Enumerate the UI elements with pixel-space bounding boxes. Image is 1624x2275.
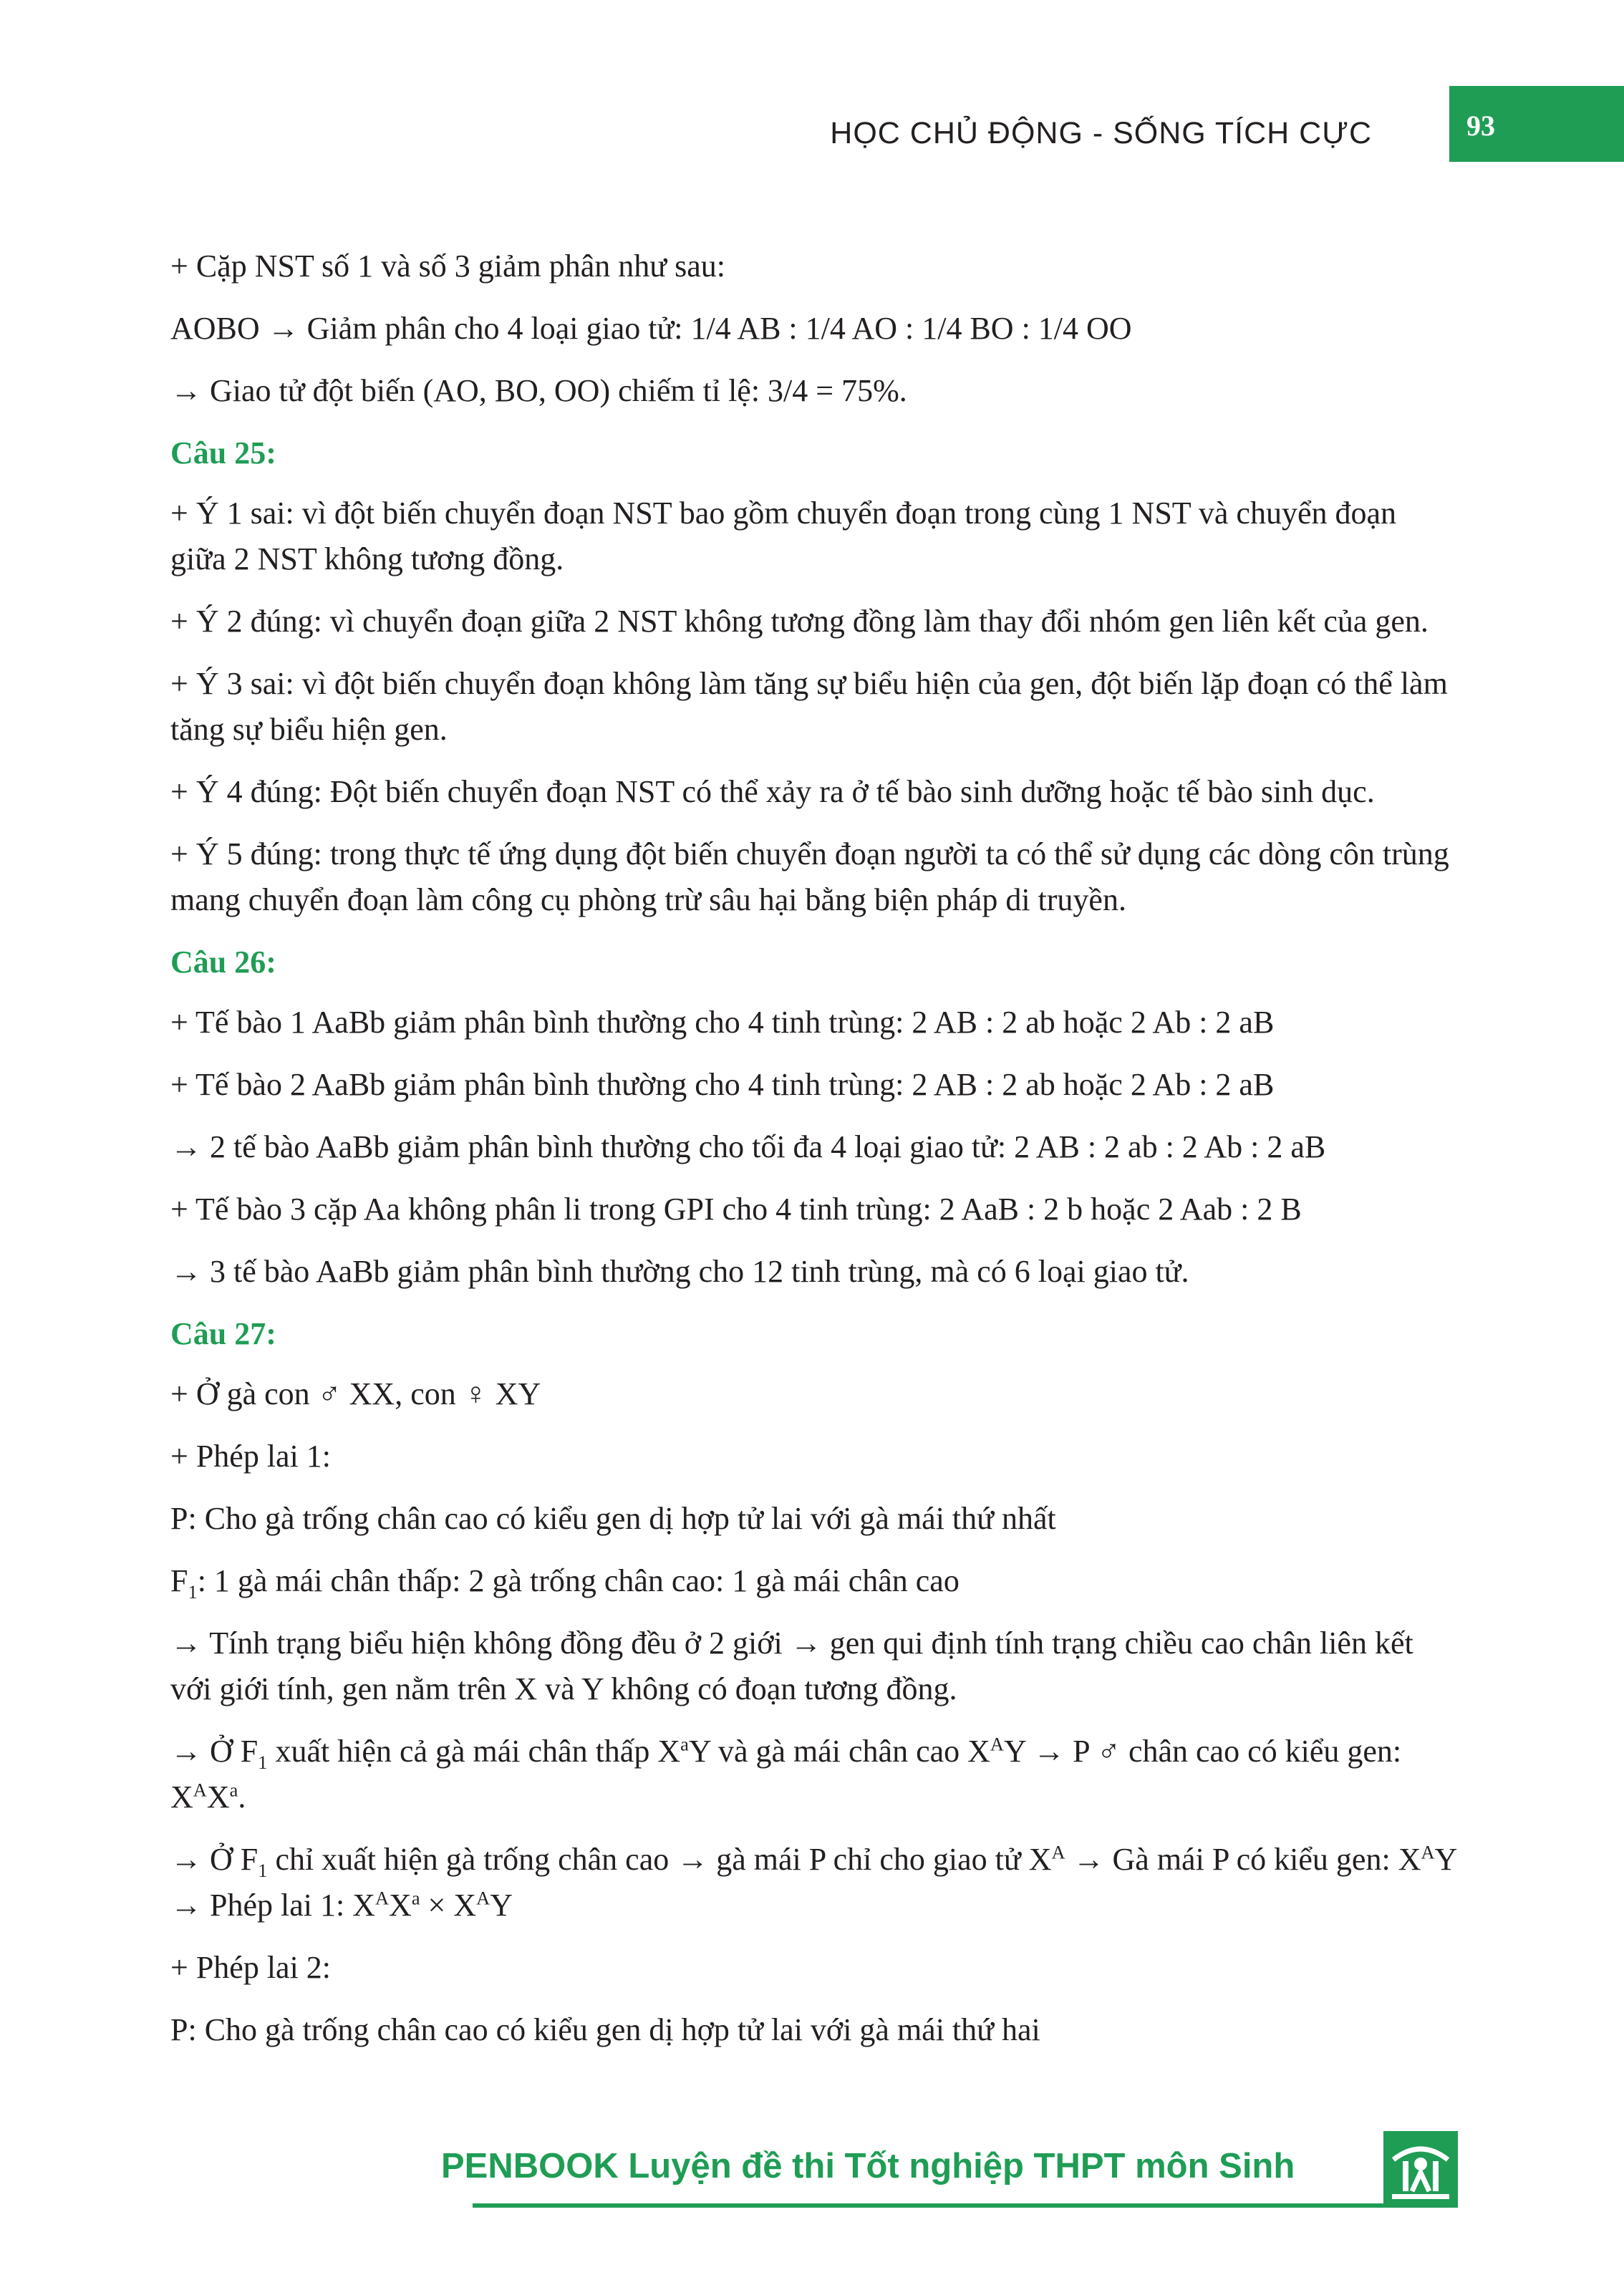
text-line: + Ý 2 đúng: vì chuyển đoạn giữa 2 NST không tương đồng làm thay đổi nhóm gen liên kết của gen. (170, 604, 1429, 639)
subscript: 1 (258, 1859, 268, 1881)
text-run: → Ở F (170, 1734, 258, 1769)
text-run: Y → Phép lai 1: X (170, 1842, 1456, 1923)
text-line: + Tế bào 1 AaBb giảm phân bình thường cho 4 tinh trùng: 2 AB : 2 ab hoặc 2 Ab : 2 aB (170, 1005, 1275, 1040)
superscript: A (1051, 1841, 1065, 1863)
text-line: + Ý 1 sai: vì đột biến chuyển đoạn NST bao gồm chuyển đoạn trong cùng 1 NST và chuyển đoạn giữa 2 NST không tương đồng. (170, 496, 1397, 576)
text-line: → 3 tế bào AaBb giảm phân bình thường cho 12 tinh trùng, mà có 6 loại giao tử. (170, 1254, 1189, 1289)
footer-title: PENBOOK Luyện đề thi Tốt nghiệp THPT môn Sinh (441, 2147, 1295, 2185)
text-line: → Tính trạng biểu hiện không đồng đều ở 2 giới → gen qui định tính trạng chiều cao chân liên kết với giới tính, gen nằm trên X và Y không có đoạn tương đồng. (170, 1626, 1413, 1706)
question-heading: Câu 26: (170, 945, 276, 980)
text-run: X (389, 1888, 412, 1923)
superscript: A (990, 1733, 1004, 1755)
superscript: a (411, 1887, 420, 1909)
question-heading: Câu 25: (170, 435, 276, 470)
text-run: . (238, 1779, 246, 1815)
text-run: → Ở F (170, 1842, 258, 1877)
running-header: HỌC CHỦ ĐỘNG - SỐNG TÍCH CỰC (830, 116, 1372, 150)
text-line: P: Cho gà trống chân cao có kiểu gen dị hợp tử lai với gà mái thứ hai (170, 2012, 1040, 2047)
text-run: × X (420, 1888, 477, 1923)
text-run: Y → P ♂ chân cao có kiểu gen: X (170, 1734, 1402, 1815)
text-line: + Ý 4 đúng: Đột biến chuyển đoạn NST có thể xảy ra ở tế bào sinh dưỡng hoặc tế bào sinh dục. (170, 774, 1375, 809)
superscript: A (476, 1887, 490, 1909)
text-line: AOBO → Giảm phân cho 4 loại giao tử: 1/4 AB : 1/4 AO : 1/4 BO : 1/4 OO (170, 311, 1132, 346)
penbook-logo-icon (1383, 2131, 1458, 2208)
text-line (170, 1558, 1459, 1604)
text-run: → Gà mái P có kiểu gen: X (1065, 1842, 1421, 1877)
text-run: F (170, 1563, 188, 1598)
superscript: A (1421, 1841, 1435, 1863)
page-content (170, 243, 1459, 2069)
text-line: + Phép lai 1: (170, 1439, 332, 1474)
text-line: + Cặp NST số 1 và số 3 giảm phân như sau: (170, 248, 726, 284)
text-run: chỉ xuất hiện gà trống chân cao → gà mái P chỉ cho giao tử X (267, 1842, 1052, 1877)
text-line: + Phép lai 2: (170, 1950, 332, 1985)
text-line: + Ý 3 sai: vì đột biến chuyển đoạn không làm tăng sự biểu hiện của gen, đột biến lặp đoạn có thể làm tăng sự biểu hiện gen. (170, 666, 1448, 747)
superscript: a (229, 1779, 238, 1801)
text-run: X (206, 1779, 230, 1815)
text-line: + Tế bào 2 AaBb giảm phân bình thường cho 4 tinh trùng: 2 AB : 2 ab hoặc 2 Ab : 2 aB (170, 1067, 1275, 1102)
text-line (170, 1729, 1459, 1820)
text-line: + Tế bào 3 cặp Aa không phân li trong GPI cho 4 tinh trùng: 2 AaB : 2 b hoặc 2 Aab : 2 B (170, 1192, 1302, 1227)
question-heading: Câu 27: (170, 1316, 276, 1351)
text-line: + Ý 5 đúng: trong thực tế ứng dụng đột biến chuyển đoạn người ta có thể sử dụng các dòng côn trùng mang chuyển đoạn làm công cụ phòng trừ sâu hại bằng biện pháp di truyền. (170, 836, 1449, 917)
subscript: 1 (188, 1580, 198, 1603)
superscript: A (374, 1887, 390, 1909)
text-line (170, 1837, 1459, 1928)
text-run: : 1 gà mái chân thấp: 2 gà trống chân cao: 1 gà mái chân cao (197, 1563, 960, 1598)
text-line: + Ở gà con ♂ XX, con ♀ XY (170, 1376, 541, 1411)
footer-underline (473, 2203, 1403, 2208)
text-run: Y (490, 1888, 513, 1923)
text-run: xuất hiện cả gà mái chân thấp X (267, 1734, 681, 1769)
text-run: Y và gà mái chân cao X (688, 1734, 990, 1769)
page-number-badge: 93 (1449, 86, 1624, 162)
text-line: → 2 tế bào AaBb giảm phân bình thường cho tối đa 4 loại giao tử: 2 AB : 2 ab : 2 Ab : 2 aB (170, 1129, 1326, 1164)
superscript: a (680, 1733, 689, 1755)
text-line: → Giao tử đột biến (AO, BO, OO) chiếm tỉ lệ: 3/4 = 75%. (170, 373, 907, 408)
superscript: A (193, 1779, 207, 1801)
subscript: 1 (258, 1751, 268, 1773)
text-line: P: Cho gà trống chân cao có kiểu gen dị hợp tử lai với gà mái thứ nhất (170, 1501, 1056, 1536)
